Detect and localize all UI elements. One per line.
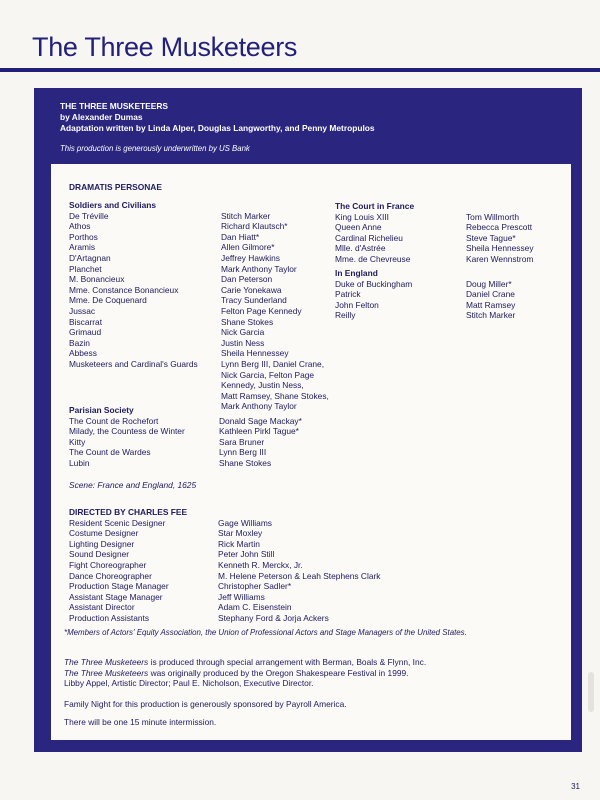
parisian-actors: [219, 416, 302, 469]
actor-item: Lynn Berg III, Daniel Crane,: [221, 358, 325, 369]
credit-line: Libby Appel, Artistic Director; Paul E. Nicholson, Executive Director.: [64, 678, 314, 689]
actor-item: Carie Yonekawa: [221, 284, 282, 295]
role-item: Cardinal Richelieu: [335, 232, 403, 243]
crew-name-item: Kenneth R. Merckx, Jr.: [218, 559, 303, 570]
actor-item: Kathleen Pirkl Tague*: [219, 426, 299, 437]
crew-role-item: Sound Designer: [69, 549, 130, 560]
role-item: The Count de Wardes: [69, 447, 151, 458]
crew-name-item: Jeff Williams: [218, 591, 265, 602]
england-roles: [335, 268, 412, 321]
actor-item: Sara Bruner: [219, 436, 265, 447]
role-item: Milady, the Countess de Winter: [69, 426, 185, 437]
actor-item: Sheila Hennessey: [221, 348, 289, 359]
parisian-roles: [69, 405, 185, 469]
actor-item: Stitch Marker: [221, 210, 271, 221]
role-item: Bazin: [69, 337, 90, 348]
role-item: D'Artagnan: [69, 252, 111, 263]
actor-item: Dan Peterson: [221, 274, 273, 285]
list: [335, 279, 412, 321]
actor-item: Daniel Crane: [466, 289, 515, 300]
role-item: Mme. de Chevreuse: [335, 253, 411, 264]
actor-item: Shane Stokes: [219, 457, 272, 468]
soldiers-actors: [221, 211, 329, 412]
credit-line: [64, 657, 426, 668]
actor-item: Dan Hiatt*: [221, 231, 260, 242]
court-roles: [335, 201, 414, 265]
role-item: Mlle. d'Astrée: [335, 243, 386, 254]
actor-item: Stitch Marker: [466, 310, 516, 321]
role-item: The Count de Rochefort: [69, 415, 159, 426]
header-author: by Alexander Dumas: [60, 112, 143, 122]
role-item: Biscarrat: [69, 316, 103, 327]
role-item: Aramis: [69, 242, 96, 253]
credit-text: is produced through special arrangement with Berman, Boals & Flynn, Inc.: [148, 657, 427, 667]
role-item: Abbess: [69, 348, 97, 359]
page-title: The Three Musketeers: [32, 32, 298, 62]
court-heading: The Court in France: [335, 201, 415, 211]
production-credits: [64, 657, 426, 689]
underwriter-note: This production is generously underwritten by US Bank: [60, 144, 250, 153]
scan-edge-mark: [588, 672, 594, 712]
crew-name-item: M. Helene Peterson & Leah Stephens Clark: [218, 570, 381, 581]
header-adaptation: Adaptation written by Linda Alper, Douglas Langworthy, and Penny Metropulos: [60, 123, 375, 133]
role-item: Athos: [69, 221, 91, 232]
crew-name-item: Adam C. Eisenstein: [218, 602, 292, 613]
crew-name-item: Star Moxley: [218, 528, 263, 539]
role-item: King Louis XIII: [335, 211, 390, 222]
role-item: Porthos: [69, 231, 98, 242]
crew-name-item: Stephany Ford & Jorja Ackers: [218, 612, 329, 623]
dramatis-heading: DRAMATIS PERSONAE: [69, 182, 162, 192]
actor-item: Justin Ness: [221, 337, 265, 348]
actor-item: Nick Garcia: [221, 327, 265, 338]
list: [219, 416, 302, 469]
scene-note: Scene: France and England, 1625: [69, 480, 197, 490]
crew-names: [218, 518, 380, 624]
role-item: Grimaud: [69, 327, 102, 338]
role-item: Queen Anne: [335, 222, 382, 233]
soldiers-heading: Soldiers and Civilians: [69, 200, 157, 210]
crew-name-item: Rick Martin: [218, 538, 260, 549]
role-item: Musketeers and Cardinal's Guards: [69, 358, 198, 369]
list: [466, 212, 534, 265]
actor-item: Donald Sage Mackay*: [219, 415, 302, 426]
role-item: Reilly: [335, 310, 356, 321]
role-item: Planchet: [69, 263, 102, 274]
crew-name-item: Christopher Sadler*: [218, 581, 292, 592]
role-item: Kitty: [69, 436, 86, 447]
role-item: De Tréville: [69, 210, 109, 221]
actor-item: Matt Ramsey, Shane Stokes,: [221, 390, 329, 401]
production-header: [60, 101, 375, 153]
actor-item: Jeffrey Hawkins: [221, 252, 280, 263]
actor-item: Shane Stokes: [221, 316, 274, 327]
actor-item: Doug Miller*: [466, 278, 512, 289]
actor-item: Steve Tague*: [466, 232, 516, 243]
role-item: Duke of Buckingham: [335, 278, 413, 289]
intermission-note: There will be one 15 minute intermission.: [64, 717, 217, 727]
crew-role-item: Production Assistants: [69, 612, 150, 623]
page-number: 31: [571, 782, 580, 791]
list: [335, 212, 414, 265]
crew-role-item: Production Stage Manager: [69, 581, 169, 592]
list: [218, 518, 380, 624]
role-item: Patrick: [335, 289, 361, 300]
title-rule: [0, 68, 600, 72]
role-item: Jussac: [69, 305, 96, 316]
actor-item: Nick Garcia, Felton Page: [221, 369, 315, 380]
parisian-heading: Parisian Society: [69, 405, 134, 415]
role-item: M. Bonancieux: [69, 274, 125, 285]
role-item: John Felton: [335, 299, 379, 310]
actor-item: Mark Anthony Taylor: [221, 263, 297, 274]
role-item: Mme. Constance Bonancieux: [69, 284, 179, 295]
crew-role-item: Assistant Stage Manager: [69, 591, 163, 602]
actor-item: Felton Page Kennedy: [221, 305, 302, 316]
crew-role-item: Dance Choreographer: [69, 570, 152, 581]
actor-item: Mark Anthony Taylor: [221, 401, 297, 412]
director-heading: DIRECTED BY CHARLES FEE: [69, 507, 188, 517]
credit-title: The Three Musketeers: [64, 657, 149, 667]
crew-name-item: Peter John Still: [218, 549, 275, 560]
actor-item: Tom Willmorth: [466, 211, 520, 222]
actor-item: Tracy Sunderland: [221, 295, 287, 306]
actor-item: Lynn Berg III: [219, 447, 267, 458]
family-night-note: Family Night for this production is generously sponsored by Payroll America.: [64, 699, 347, 709]
actor-item: Allen Gilmore*: [221, 242, 275, 253]
actor-item: Richard Klautsch*: [221, 221, 288, 232]
crew-name-item: Gage Williams: [218, 517, 272, 528]
actor-item: Karen Wennstrom: [466, 253, 534, 264]
actor-item: Kennedy, Justin Ness,: [221, 380, 304, 391]
header-title: THE THREE MUSKETEERS: [60, 101, 168, 111]
actor-item: Rebecca Prescott: [466, 222, 533, 233]
england-heading: In England: [335, 268, 378, 278]
credit-text: was originally produced by the Oregon Shakespeare Festival in 1999.: [148, 667, 409, 678]
list: [69, 518, 187, 624]
soldiers-roles: [69, 200, 198, 370]
court-actors: [466, 212, 534, 265]
crew-roles: [69, 507, 187, 624]
list: [466, 279, 515, 321]
england-actors: [466, 279, 515, 321]
equity-footnote: *Members of Actors' Equity Association, the Union of Professional Actors and Stage Managers of the United States.: [64, 628, 467, 637]
crew-role-item: Lighting Designer: [69, 538, 135, 549]
actor-item: Matt Ramsey: [466, 299, 516, 310]
crew-role-item: Fight Choreographer: [69, 559, 147, 570]
actor-item: Sheila Hennessey: [466, 243, 534, 254]
credit-line: [64, 668, 426, 679]
crew-role-item: Assistant Director: [69, 602, 135, 613]
credit-title: The Three Musketeers: [64, 667, 149, 678]
list: [69, 211, 198, 370]
crew-role-item: Costume Designer: [69, 528, 139, 539]
crew-role-item: Resident Scenic Designer: [69, 517, 166, 528]
role-item: Mme. De Coquenard: [69, 295, 147, 306]
role-item: Lubin: [69, 457, 90, 468]
list: [69, 416, 185, 469]
list: [221, 211, 329, 412]
